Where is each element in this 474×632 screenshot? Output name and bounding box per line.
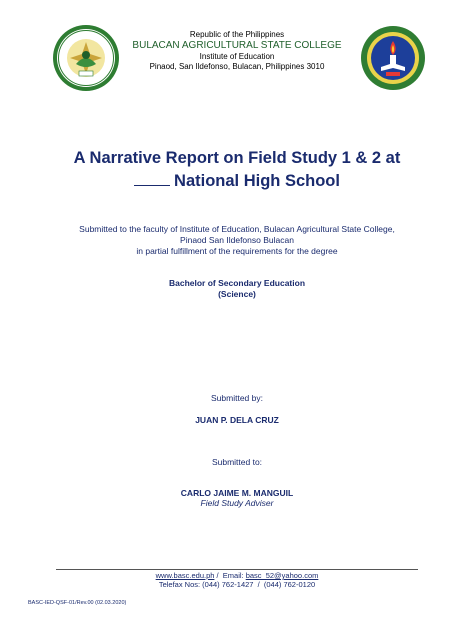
adviser-role: Field Study Adviser: [200, 498, 274, 508]
document-code: BASC-IED-QSF-01/Rev.00 (02.03.2020): [28, 600, 127, 606]
footer-separator: / Email:: [214, 571, 246, 580]
school-name-blank: [134, 169, 170, 186]
submitted-by-label: Submitted by:: [211, 393, 263, 403]
college-name: BULACAN AGRICULTURAL STATE COLLEGE: [132, 40, 342, 51]
institute-name: Institute of Education: [199, 52, 275, 61]
website-link[interactable]: www.basc.edu.ph: [155, 571, 215, 580]
submission-line-1: Submitted to the faculty of Institute of Education, Bulacan Agricultural State College,: [79, 224, 395, 234]
report-title: [30, 148, 444, 192]
footer-web-email-line: [56, 571, 418, 580]
footer-divider: [56, 569, 418, 570]
submission-line-3: in partial fulfillment of the requirements for the degree: [136, 246, 338, 256]
degree-name: Bachelor of Secondary Education: [168, 278, 306, 288]
submission-line-2: Pinaod San Ildefonso Bulacan: [180, 235, 294, 245]
submission-statement: [30, 224, 444, 257]
submitted-to-label: Submitted to:: [211, 457, 263, 467]
title-line-1: A Narrative Report on Field Study 1 & 2 at: [73, 149, 401, 167]
republic-label: Republic of the Philippines: [189, 30, 285, 39]
title-line-2-text: National High School: [174, 172, 340, 190]
adviser-name: CARLO JAIME M. MANGUIL: [180, 488, 294, 498]
degree-major: (Science): [218, 289, 256, 299]
title-line-2: [30, 169, 444, 192]
institute-seal-logo: [360, 25, 426, 91]
degree-block: [30, 278, 444, 300]
footer-telefax: Telefax Nos: (044) 762-1427 / (044) 762-0120: [158, 580, 316, 589]
footer-contact: [56, 571, 418, 589]
college-address: Pinaod, San Ildefonso, Bulacan, Philippines 3010: [149, 62, 325, 71]
letterhead: [110, 30, 364, 72]
email-link[interactable]: basc_52@yahoo.com: [245, 571, 319, 580]
student-name: JUAN P. DELA CRUZ: [195, 415, 279, 425]
